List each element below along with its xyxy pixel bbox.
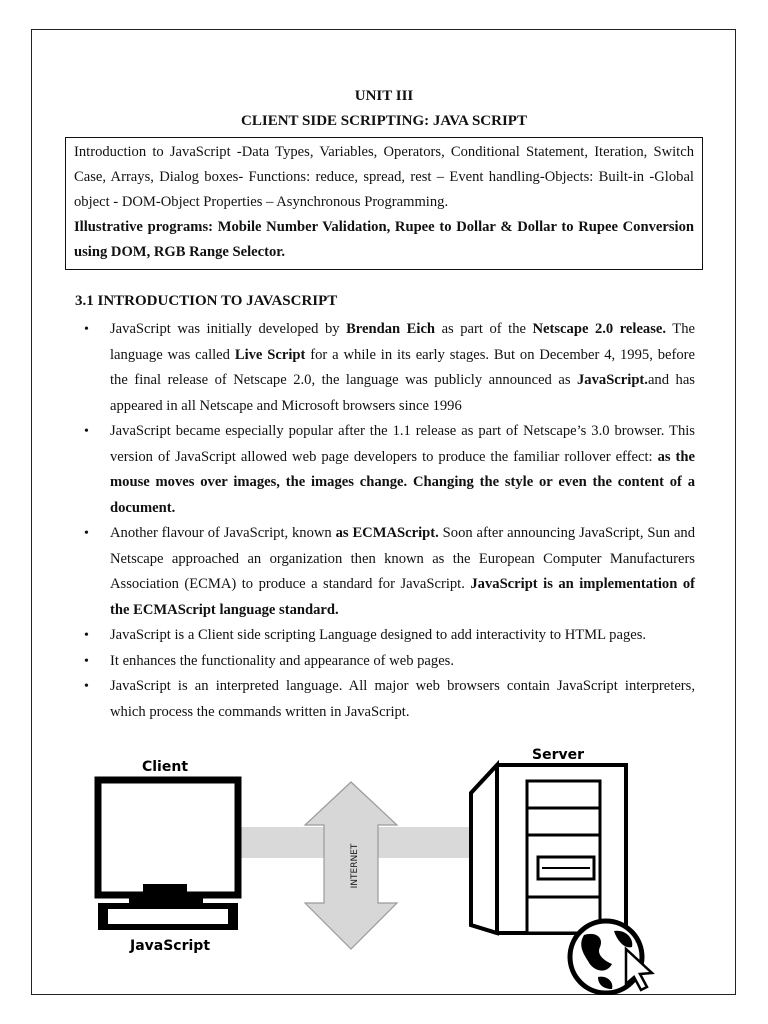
section-heading: 3.1 INTRODUCTION TO JAVASCRIPT bbox=[75, 293, 338, 309]
list-item: • Another flavour of JavaScript, known as ECMAScript. Soon after announcing JavaScript, Sun and Netscape approached an organization then known as the European Computer Manufacturers Association (ECMA) to produce a standard for JavaScript. JavaScript is an implementation of the ECMAScript language standard. bbox=[75, 521, 695, 623]
list-item: • It enhances the functionality and appearance of web pages. bbox=[75, 649, 695, 675]
list-item: • JavaScript is an interpreted language. All major web browsers contain JavaScript interpreters, which process the commands written in JavaScript. bbox=[75, 674, 695, 725]
javascript-label: JavaScript bbox=[129, 938, 211, 954]
list-item: • JavaScript became especially popular after the 1.1 release as part of Netscape’s 3.0 browser. This version of JavaScript allowed web page developers to produce the familiar rollover effect: as the mouse moves over images, the images change. Changing the style or even the content of a document. bbox=[75, 419, 695, 521]
list-item: • JavaScript is a Client side scripting Language designed to add interactivity to HTML pages. bbox=[75, 623, 695, 649]
bullet-list bbox=[75, 317, 695, 725]
server-tower-icon bbox=[471, 765, 626, 933]
list-item: • JavaScript was initially developed by Brendan Eich as part of the Netscape 2.0 release. The language was called Live Script for a while in its early stages. But on December 4, 1995, before the final release of Netscape 2.0, the language was publicly announced as JavaScript.and has appeared in all Netscape and Microsoft browsers since 1996 bbox=[75, 317, 695, 419]
client-server-diagram bbox=[0, 735, 768, 995]
globe-cursor-icon bbox=[570, 921, 652, 993]
server-label: Server bbox=[531, 747, 585, 763]
internet-label: INTERNET bbox=[350, 843, 360, 889]
illustrative-programs: Illustrative programs: Mobile Number Validation, Rupee to Dollar & Dollar to Rupee Conversion using DOM, RGB Range Selector. bbox=[74, 219, 694, 260]
page-title: CLIENT SIDE SCRIPTING: JAVA SCRIPT bbox=[241, 113, 527, 129]
syllabus-topics: Introduction to JavaScript -Data Types, Variables, Operators, Conditional Statement, Iteration, Switch Case, Arrays, Dialog boxes- Functions: reduce, spread, rest – Event handling-Objects: Built-in -Global object - DOM-Object Properties – Asynchronous Programming. bbox=[74, 144, 694, 210]
unit-title: UNIT III bbox=[354, 88, 414, 104]
syllabus-box bbox=[65, 137, 703, 270]
client-computer-icon bbox=[98, 780, 238, 930]
client-label: Client bbox=[141, 759, 189, 775]
